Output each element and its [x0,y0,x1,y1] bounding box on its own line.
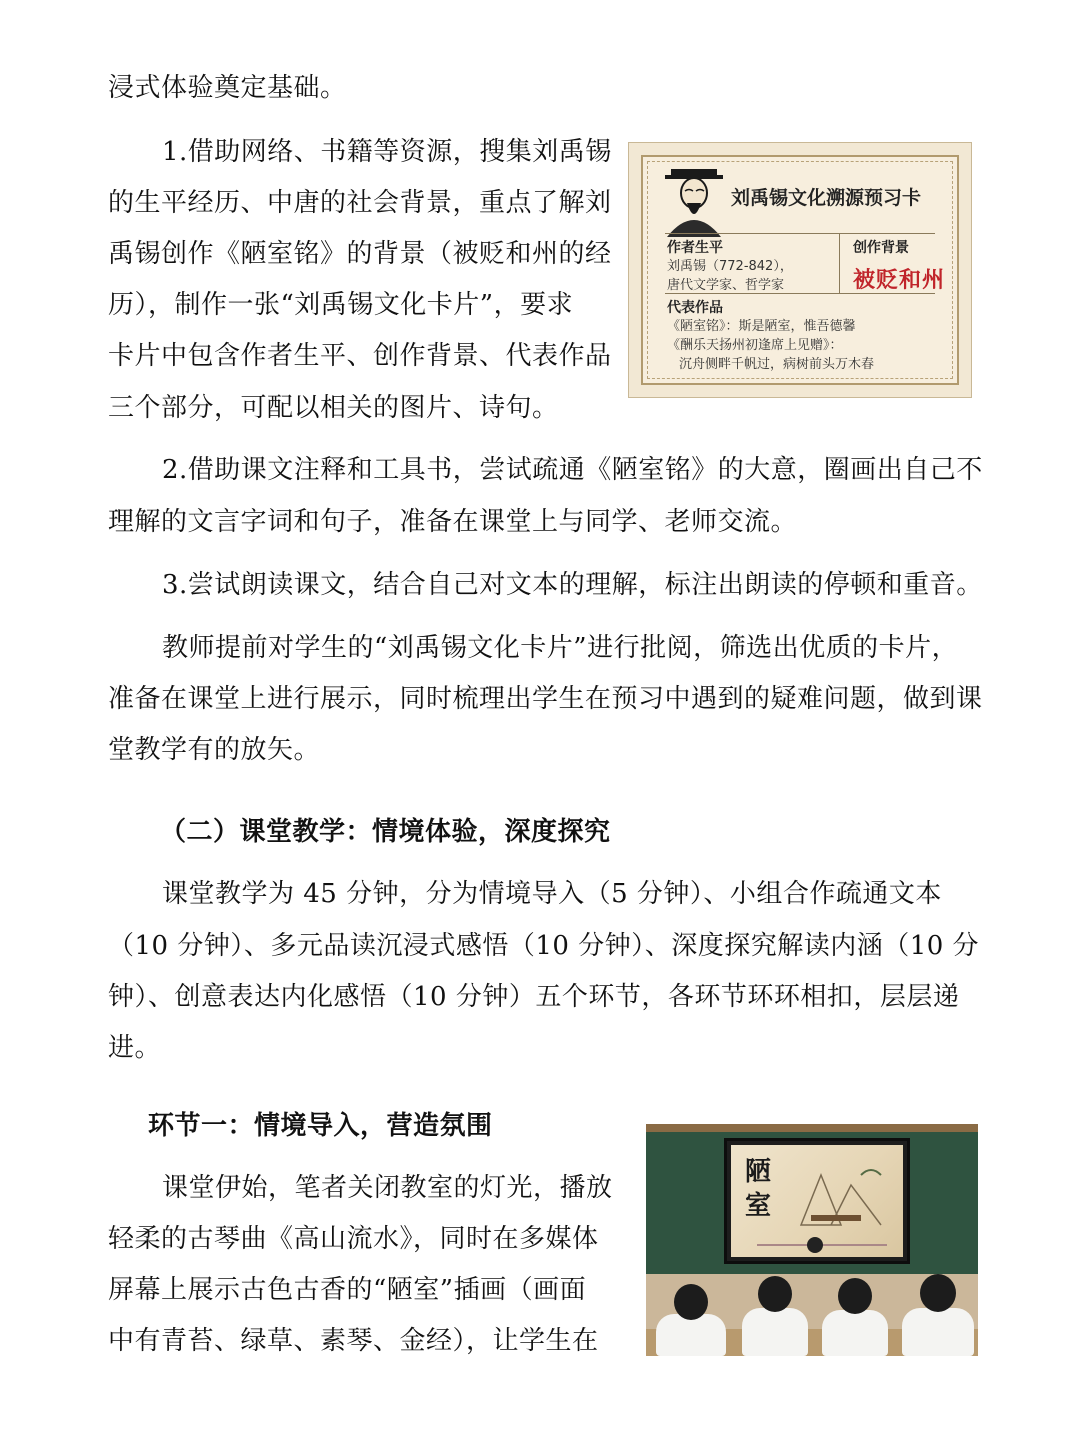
paragraph-line: 卡片中包含作者生平、创作背景、代表作品 [108,341,612,371]
scholar-portrait-icon [663,167,725,237]
paragraph-line: 屏幕上展示古色古香的“陋室”插画（画面 [108,1275,587,1305]
preview-card-image [628,142,972,398]
bio-line: 刘禹锡（772-842）， [667,259,793,274]
paragraph-line: 中有青苔、绿草、素琴、金经），让学生在 [108,1326,599,1356]
works-line: 《陋室铭》：斯是陋室，惟吾德馨 [667,319,856,334]
play-icon [807,1237,823,1253]
works-label: 代表作品 [667,300,723,316]
works-line: 沉舟侧畔千帆过，病树前头万木春 [679,357,875,372]
screen-character: 陋 [745,1157,772,1187]
paragraph-line: 理解的文言字词和句子，准备在课堂上与同学、老师交流。 [108,507,798,537]
paragraph-line: 课堂伊始，笔者关闭教室的灯光，播放 [162,1173,613,1203]
subsection-heading: 环节一：情境导入，营造氛围 [148,1111,493,1141]
paragraph-line: （10 分钟）、多元品读沉浸式感悟（10 分钟）、深度探究解读内涵（10 分 [108,931,980,961]
bio-label: 作者生平 [667,240,723,256]
background-label: 创作背景 [853,240,909,256]
ink-painting-icon [791,1155,891,1235]
paragraph-line: 钟）、创意表达内化感悟（10 分钟）五个环节，各环节环环相扣，层层递 [108,982,960,1012]
paragraph-line: 堂教学有的放矢。 [108,735,321,765]
paragraph-line: 三个部分，可配以相关的图片、诗句。 [108,393,559,423]
background-value: 被贬和州 [853,268,946,293]
paragraph-line: 的生平经历、中唐的社会背景，重点了解刘 [108,188,612,218]
projector-screen [724,1138,910,1264]
classroom-photo [646,1124,978,1356]
paragraph-line: 准备在课堂上进行展示，同时梳理出学生在预习中遇到的疑难问题，做到课 [108,684,983,714]
paragraph-line: 禹锡创作《陋室铭》的背景（被贬和州的经 [108,239,612,269]
paragraph-line: 轻柔的古琴曲《高山流水》，同时在多媒体 [108,1224,599,1254]
paragraph-line: 教师提前对学生的“刘禹锡文化卡片”进行批阅，筛选出优质的卡片， [162,633,959,663]
card-title: 刘禹锡文化溯源预习卡 [731,187,922,209]
bio-line: 唐代文学家、哲学家 [667,278,785,293]
paragraph-line: 进。 [108,1033,162,1063]
paragraph-line: 3.尝试朗读课文，结合自己对文本的理解，标注出朗读的停顿和重音。 [162,570,983,600]
paragraph-line: 课堂教学为 45 分钟，分为情境导入（5 分钟）、小组合作疏通文本 [162,879,942,909]
paragraph-line: 历），制作一张“刘禹锡文化卡片”，要求 [108,290,574,320]
paragraph-line: 1.借助网络、书籍等资源，搜集刘禹锡 [162,137,612,167]
screen-character: 室 [745,1191,772,1221]
paragraph-line: 2.借助课文注释和工具书，尝试疏通《陋室铭》的大意，圈画出自己不 [162,455,983,485]
paragraph-line: 浸式体验奠定基础。 [108,73,347,103]
section-heading: （二）课堂教学：情境体验，深度探究 [160,817,611,847]
works-line: 《酬乐天扬州初逢席上见赠》： [667,338,843,353]
